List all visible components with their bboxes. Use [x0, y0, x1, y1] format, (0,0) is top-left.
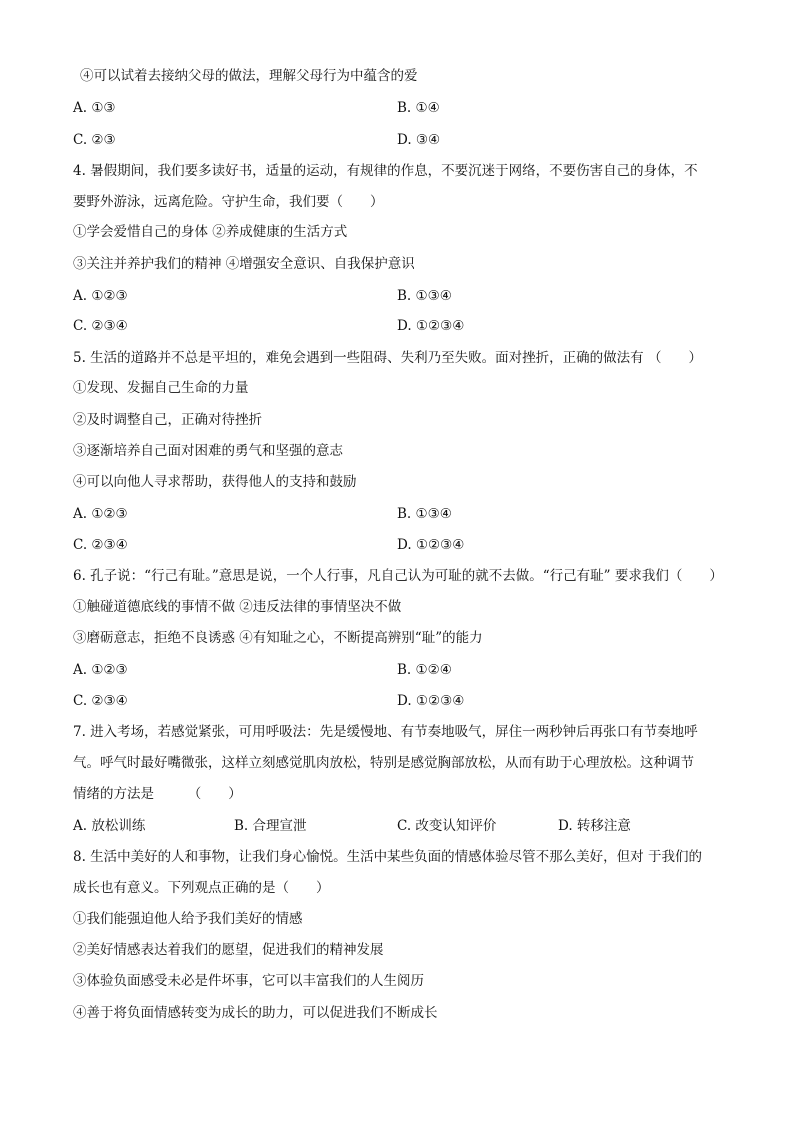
- q6-statement-2: ③磨砺意志，拒绝不良诱惑 ④有知耻之心，不断提高辨别“耻”的能力: [73, 630, 483, 646]
- q4-statement-2: ③关注并养护我们的精神 ④增强安全意识、自我保护意识: [73, 256, 415, 272]
- q7-option-d: D. 转移注意: [558, 818, 631, 834]
- q4-stem-line-1: 4. 暑假期间，我们要多读好书，适量的运动，有规律的作息，不要沉迷于网络，不要伤害自己的身体，不: [73, 163, 698, 179]
- q5-statement-3: ③逐渐培养自己面对困难的勇气和坚强的意志: [73, 443, 343, 459]
- q4-option-c: C. ②③④: [73, 318, 128, 334]
- q8-statement-1: ①我们能强迫他人给予我们美好的情感: [73, 911, 303, 927]
- q5-option-a: A. ①②③: [73, 506, 128, 522]
- q4-statement-1: ①学会爱惜自己的身体 ②养成健康的生活方式: [73, 224, 348, 240]
- q5-statement-2: ②及时调整自己，正确对待挫折: [73, 412, 262, 428]
- q3-option-b: B. ①④: [397, 100, 440, 116]
- q8-statement-2: ②美好情感表达着我们的愿望，促进我们的精神发展: [73, 942, 384, 958]
- q8-statement-4: ④善于将负面情感转变为成长的助力，可以促进我们不断成长: [73, 1005, 438, 1021]
- q7-option-c: C. 改变认知评价: [397, 818, 497, 834]
- q7-stem-line-3: 情绪的方法是 （ ）: [73, 786, 242, 802]
- q6-option-b: B. ①②④: [397, 662, 452, 678]
- q7-option-a: A. 放松训练: [73, 818, 146, 834]
- q6-option-a: A. ①②③: [73, 662, 128, 678]
- q3-option-c: C. ②③: [73, 132, 116, 148]
- q4-stem-line-2: 要野外游泳，远离危险。守护生命，我们要（ ）: [73, 194, 384, 210]
- q3-option-d: D. ③④: [397, 132, 441, 148]
- q7-stem-line-1: 7. 进入考场，若感觉紧张，可用呼吸法：先是缓慢地、有节奏地吸气，屏住一两秒钟后再张口有节奏地呼: [73, 724, 698, 740]
- q8-statement-3: ③体验负面感受未必是件坏事，它可以丰富我们的人生阅历: [73, 973, 424, 989]
- q3-statement-4: ④可以试着去接纳父母的做法，理解父母行为中蕴含的爱: [80, 68, 418, 84]
- q3-option-a: A. ①③: [73, 100, 116, 116]
- q5-option-b: B. ①③④: [397, 506, 452, 522]
- q5-statement-4: ④可以向他人寻求帮助，获得他人的支持和鼓励: [73, 474, 357, 490]
- q7-option-b: B. 合理宣泄: [234, 818, 307, 834]
- q6-option-d: D. ①②③④: [397, 693, 465, 709]
- q5-stem: 5. 生活的道路并不总是平坦的，难免会遇到一些阻碍、失利乃至失败。面对挫折，正确的做法有 （ ）: [73, 350, 702, 366]
- q8-stem-line-2: 成长也有意义。下列观点正确的是（ ）: [73, 880, 330, 896]
- q5-option-d: D. ①②③④: [397, 537, 465, 553]
- q5-statement-1: ①发现、发掘自己生命的力量: [73, 380, 249, 396]
- q6-option-c: C. ②③④: [73, 693, 128, 709]
- q6-stem: 6. 孔子说：“行己有耻。”意思是说，一个人行事，凡自己认为可耻的就不去做。“行己有耻” 要求我们（ ）: [73, 568, 723, 584]
- q4-option-b: B. ①③④: [397, 288, 452, 304]
- q7-stem-line-2: 气。呼气时最好嘴微张，这样立刻感觉肌肉放松，特别是感觉胸部放松，从而有助于心理放松。这种调节: [73, 755, 694, 771]
- q6-statement-1: ①触碰道德底线的事情不做 ②违反法律的事情坚决不做: [73, 599, 402, 615]
- q4-option-a: A. ①②③: [73, 288, 128, 304]
- q5-option-c: C. ②③④: [73, 537, 128, 553]
- q8-stem-line-1: 8. 生活中美好的人和事物，让我们身心愉悦。生活中某些负面的情感体验尽管不那么美好，但对 于我们的: [73, 849, 702, 865]
- q4-option-d: D. ①②③④: [397, 318, 465, 334]
